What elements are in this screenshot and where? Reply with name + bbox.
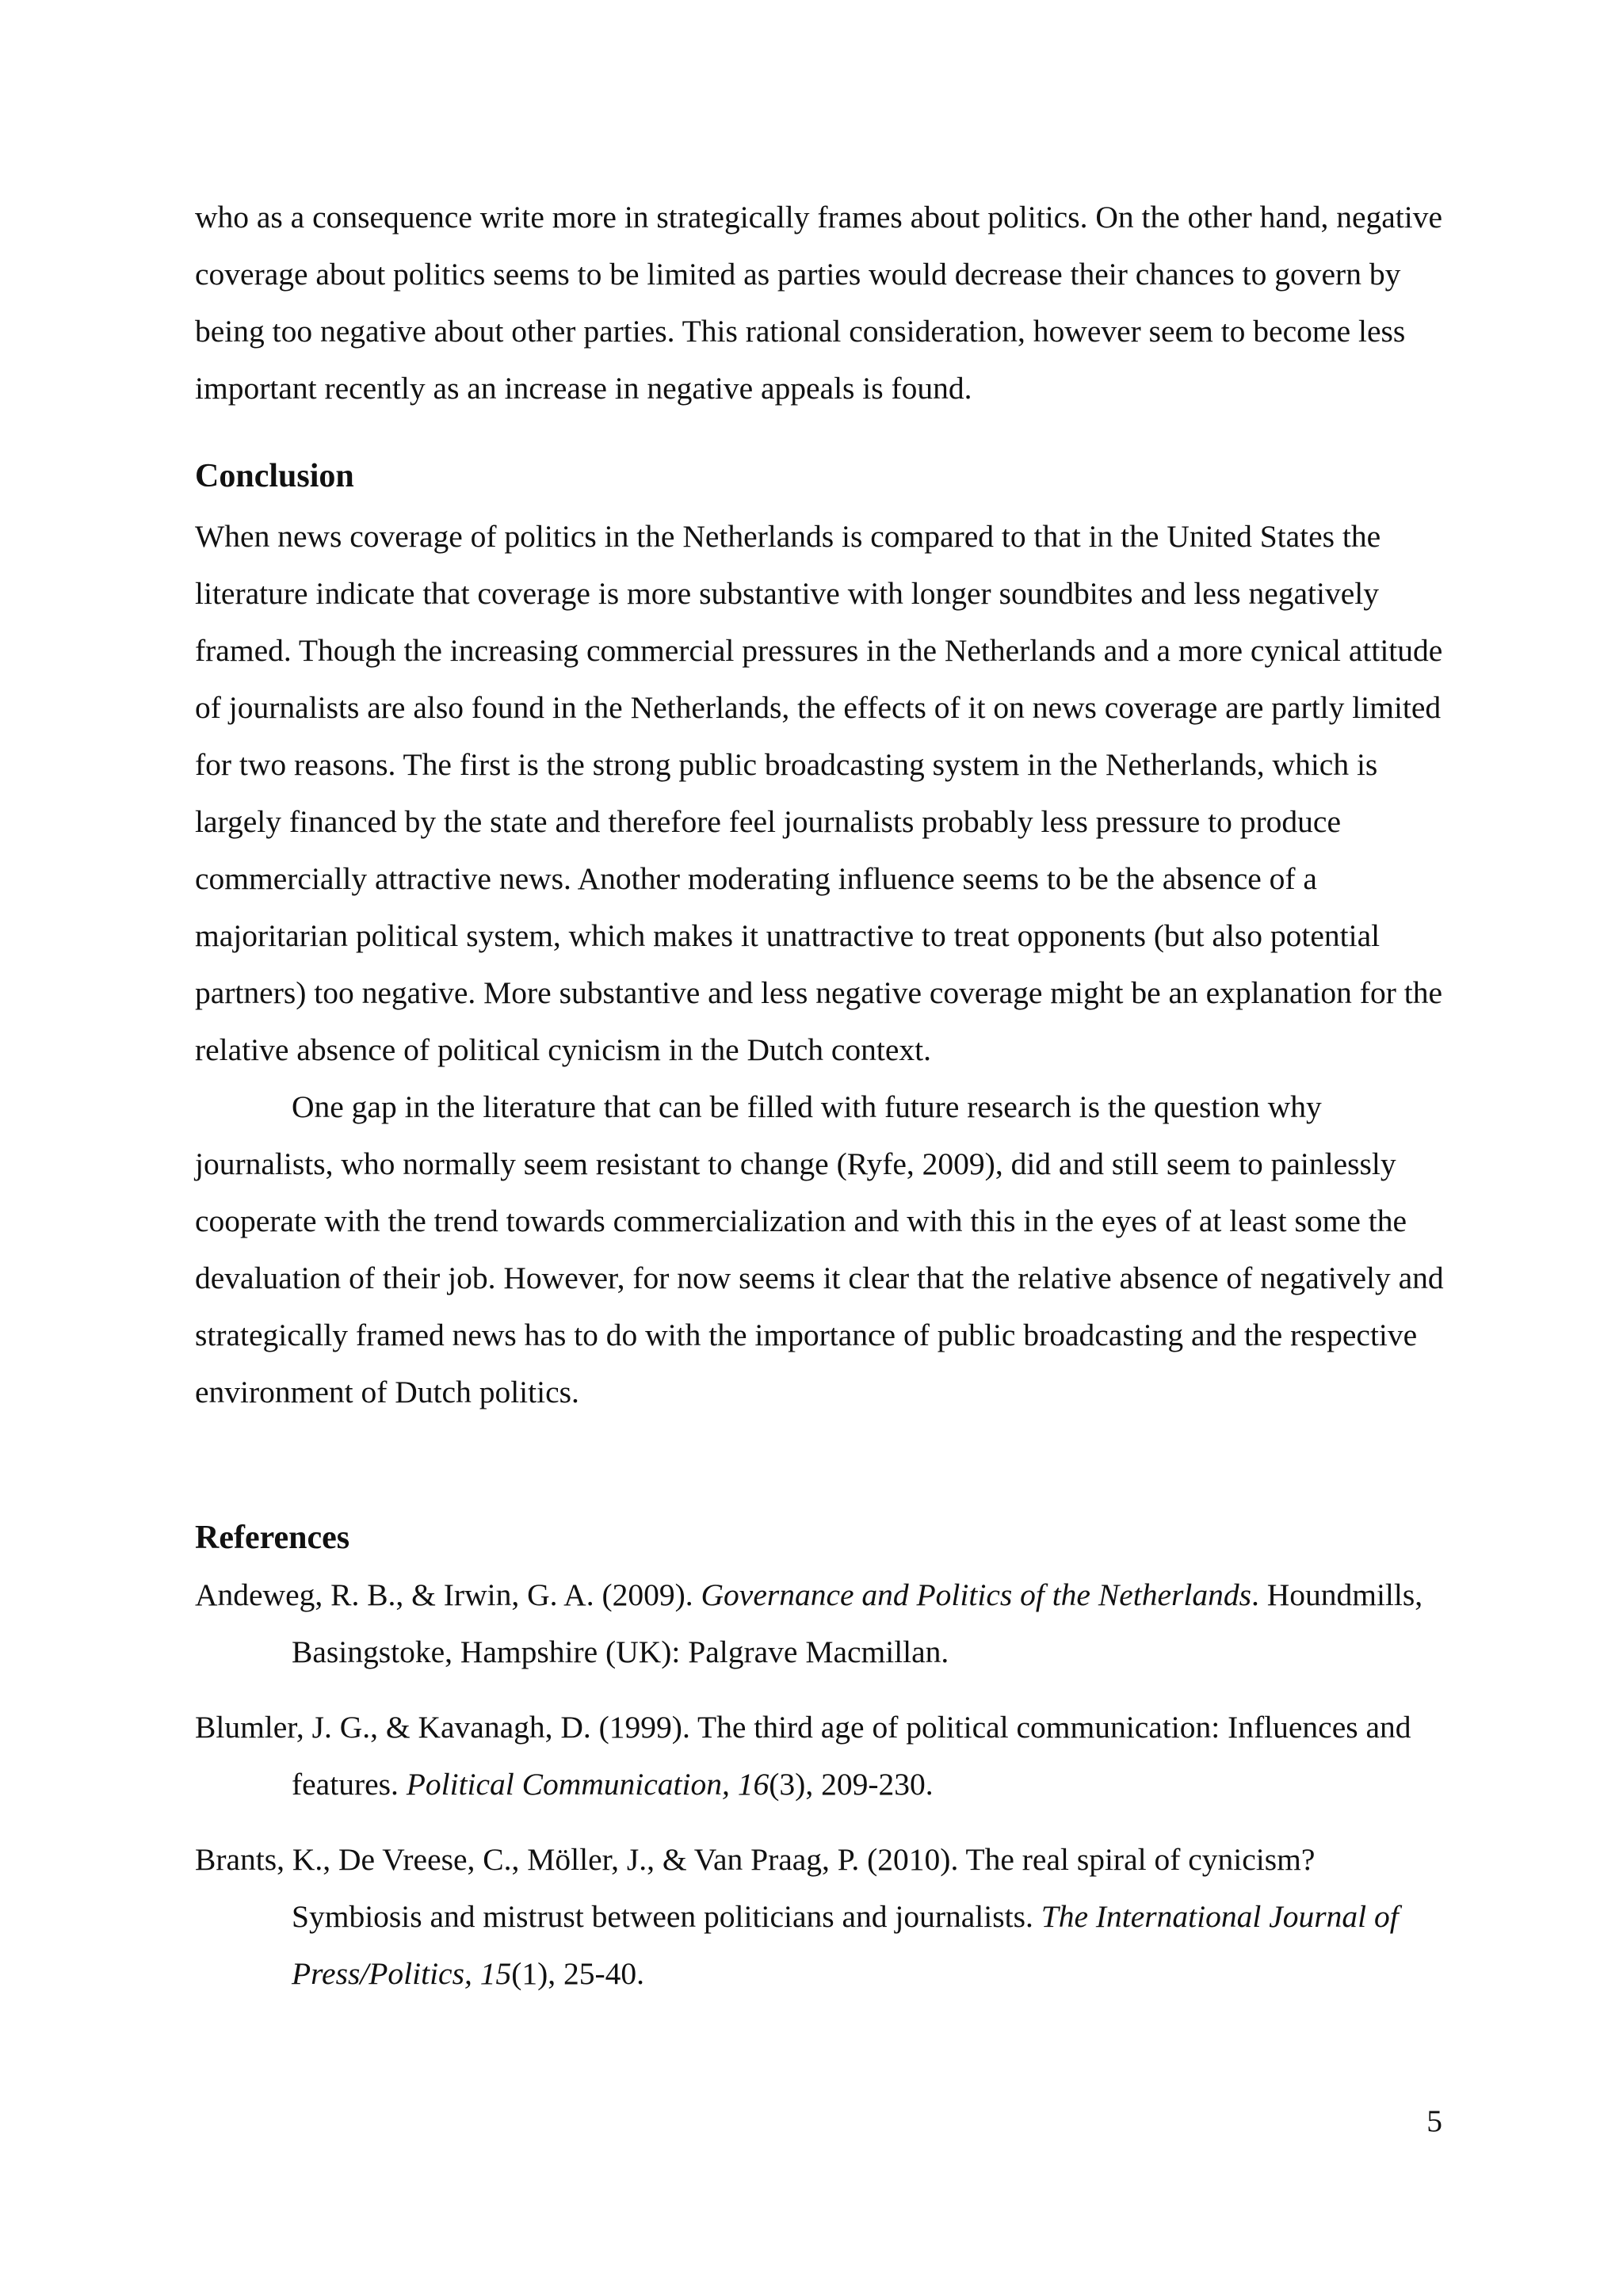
conclusion-paragraph-1: When news coverage of politics in the Netherlands is compared to that in the United States the literature indicate that coverage is more substantive with longer soundbites and less negatively framed. Though the increasing commercial pressures in the Netherlands and a more cynical attitude of journalists are also found in the Netherlands, the effects of it on news coverage are partly limited for two reasons. The first is the strong public broadcasting system in the Netherlands, which is largely financed by the state and therefore feel journalists probably less pressure to produce commercially attractive news. Another moderating influence seems to be the absence of a majoritarian political system, which makes it unattractive to treat opponents (but also potential partners) too negative. More substantive and less negative coverage might be an explanation for the relative absence of political cynicism in the Dutch context.	[195, 519, 1443, 1067]
reference-text: Brants, K., De Vreese, C., Möller, J., & Van Praag, P. (2010). The real spiral of cynicism? Symbiosis and mistrust between politicians and journalists.	[195, 1842, 1316, 1934]
reference-text: (1), 25-40.	[511, 1956, 645, 1991]
reference-text: . Houndmills, Basingstoke, Hampshire (UK): Palgrave Macmillan.	[292, 1577, 1423, 1669]
reference-text: (3), 209-230.	[769, 1767, 934, 1802]
reference-italic-title: Political Communication, 16	[406, 1767, 769, 1802]
reference-italic-title: The International Journal of Press/Politics, 15	[292, 1899, 1399, 1991]
reference-item	[195, 1699, 1447, 1813]
conclusion-heading: Conclusion	[195, 458, 354, 494]
reference-item	[195, 1831, 1447, 2002]
conclusion-paragraph-2: One gap in the literature that can be filled with future research is the question why journalists, who normally seem resistant to change (Ryfe, 2009), did and still seem to painlessly cooperate with the trend towards commercialization and with this in the eyes of at least some the devaluation of their job. However, for now seems it clear that the relative absence of negatively and strategically framed news has to do with the importance of public broadcasting and the respective environment of Dutch politics.	[195, 1089, 1444, 1409]
intro-section	[195, 189, 1447, 417]
reference-text: Blumler, J. G., & Kavanagh, D. (1999). The third age of political communication: Influences and features.	[195, 1710, 1411, 1802]
references-heading: References	[195, 1520, 350, 1556]
reference-text: Andeweg, R. B., & Irwin, G. A. (2009).	[195, 1577, 701, 1612]
page-number: 5	[1426, 2103, 1442, 2138]
references-list	[195, 1566, 1447, 2020]
conclusion-section	[195, 508, 1447, 1421]
reference-item	[195, 1566, 1447, 1680]
reference-italic-title: Governance and Politics of the Netherlands	[701, 1577, 1251, 1612]
intro-paragraph: who as a consequence write more in strategically frames about politics. On the other hand, negative coverage about politics seems to be limited as parties would decrease their chances to govern by being too negative about other parties. This rational consideration, however seem to become less important recently as an increase in negative appeals is found.	[195, 200, 1442, 406]
